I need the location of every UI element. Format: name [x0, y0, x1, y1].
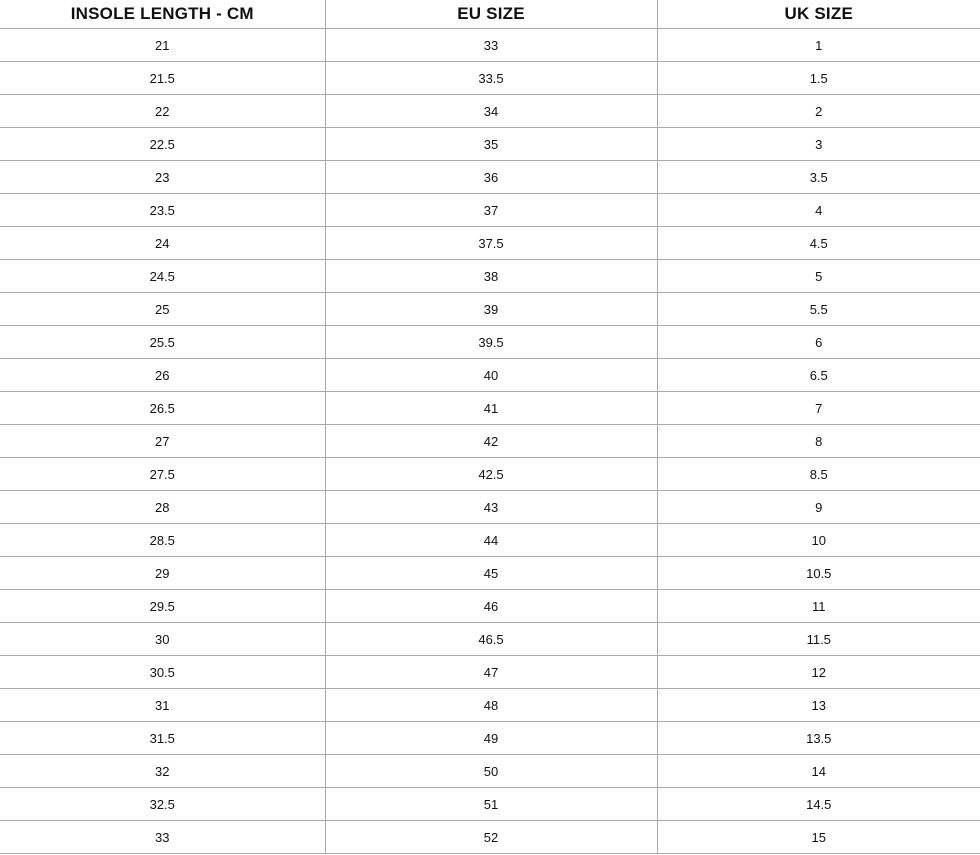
eu-size-cell: 40 [325, 359, 657, 392]
table-row [0, 491, 980, 524]
table-row [0, 227, 980, 260]
eu-size-cell: 38 [325, 260, 657, 293]
eu-size-cell: 37.5 [325, 227, 657, 260]
eu-size-cell: 42 [325, 425, 657, 458]
uk-size-cell: 13.5 [657, 722, 980, 755]
insole-length-cell: 31.5 [0, 722, 325, 755]
table-row [0, 95, 980, 128]
eu-size-cell: 44 [325, 524, 657, 557]
uk-size-cell: 13 [657, 689, 980, 722]
header-eu-size: EU SIZE [325, 0, 657, 29]
eu-size-cell: 39 [325, 293, 657, 326]
table-row [0, 524, 980, 557]
table-row [0, 689, 980, 722]
uk-size-cell: 10 [657, 524, 980, 557]
insole-length-cell: 32.5 [0, 788, 325, 821]
insole-length-cell: 30 [0, 623, 325, 656]
eu-size-cell: 39.5 [325, 326, 657, 359]
table-row [0, 425, 980, 458]
insole-length-cell: 22 [0, 95, 325, 128]
table-row [0, 458, 980, 491]
table-row [0, 392, 980, 425]
uk-size-cell: 14 [657, 755, 980, 788]
insole-length-cell: 22.5 [0, 128, 325, 161]
insole-length-cell: 23.5 [0, 194, 325, 227]
insole-length-cell: 29 [0, 557, 325, 590]
eu-size-cell: 49 [325, 722, 657, 755]
insole-length-cell: 27 [0, 425, 325, 458]
table-row [0, 62, 980, 95]
uk-size-cell: 10.5 [657, 557, 980, 590]
eu-size-cell: 42.5 [325, 458, 657, 491]
eu-size-cell: 33 [325, 29, 657, 62]
insole-length-cell: 24 [0, 227, 325, 260]
uk-size-cell: 7 [657, 392, 980, 425]
uk-size-cell: 4.5 [657, 227, 980, 260]
uk-size-cell: 1.5 [657, 62, 980, 95]
uk-size-cell: 4 [657, 194, 980, 227]
eu-size-cell: 46 [325, 590, 657, 623]
eu-size-cell: 33.5 [325, 62, 657, 95]
insole-length-cell: 28 [0, 491, 325, 524]
eu-size-cell: 45 [325, 557, 657, 590]
insole-length-cell: 21 [0, 29, 325, 62]
header-row [0, 0, 980, 29]
eu-size-cell: 51 [325, 788, 657, 821]
insole-length-cell: 27.5 [0, 458, 325, 491]
eu-size-cell: 50 [325, 755, 657, 788]
insole-length-cell: 29.5 [0, 590, 325, 623]
uk-size-cell: 15 [657, 821, 980, 854]
eu-size-cell: 48 [325, 689, 657, 722]
insole-length-cell: 32 [0, 755, 325, 788]
table-row [0, 29, 980, 62]
table-row [0, 557, 980, 590]
insole-length-cell: 24.5 [0, 260, 325, 293]
table-row [0, 260, 980, 293]
table-row [0, 293, 980, 326]
uk-size-cell: 6.5 [657, 359, 980, 392]
insole-length-cell: 26 [0, 359, 325, 392]
insole-length-cell: 26.5 [0, 392, 325, 425]
table-row [0, 755, 980, 788]
insole-length-cell: 25 [0, 293, 325, 326]
table-row [0, 623, 980, 656]
eu-size-cell: 41 [325, 392, 657, 425]
uk-size-cell: 3 [657, 128, 980, 161]
insole-length-cell: 33 [0, 821, 325, 854]
insole-length-cell: 28.5 [0, 524, 325, 557]
insole-length-cell: 21.5 [0, 62, 325, 95]
eu-size-cell: 34 [325, 95, 657, 128]
uk-size-cell: 2 [657, 95, 980, 128]
eu-size-cell: 46.5 [325, 623, 657, 656]
eu-size-cell: 35 [325, 128, 657, 161]
eu-size-cell: 52 [325, 821, 657, 854]
table-row [0, 788, 980, 821]
table-row [0, 128, 980, 161]
uk-size-cell: 5.5 [657, 293, 980, 326]
table-body [0, 29, 980, 854]
uk-size-cell: 8 [657, 425, 980, 458]
table-row [0, 656, 980, 689]
table-row [0, 722, 980, 755]
eu-size-cell: 37 [325, 194, 657, 227]
table-row [0, 359, 980, 392]
uk-size-cell: 3.5 [657, 161, 980, 194]
uk-size-cell: 9 [657, 491, 980, 524]
uk-size-cell: 1 [657, 29, 980, 62]
table-row [0, 821, 980, 854]
table-row [0, 194, 980, 227]
table-row [0, 326, 980, 359]
eu-size-cell: 36 [325, 161, 657, 194]
header-uk-size: UK SIZE [657, 0, 980, 29]
uk-size-cell: 8.5 [657, 458, 980, 491]
table-row [0, 161, 980, 194]
uk-size-cell: 12 [657, 656, 980, 689]
eu-size-cell: 43 [325, 491, 657, 524]
uk-size-cell: 6 [657, 326, 980, 359]
insole-length-cell: 23 [0, 161, 325, 194]
table-row [0, 590, 980, 623]
uk-size-cell: 11.5 [657, 623, 980, 656]
uk-size-cell: 14.5 [657, 788, 980, 821]
insole-length-cell: 30.5 [0, 656, 325, 689]
insole-length-cell: 25.5 [0, 326, 325, 359]
header-insole-length: INSOLE LENGTH - CM [0, 0, 325, 29]
uk-size-cell: 5 [657, 260, 980, 293]
eu-size-cell: 47 [325, 656, 657, 689]
insole-length-cell: 31 [0, 689, 325, 722]
uk-size-cell: 11 [657, 590, 980, 623]
table-header [0, 0, 980, 29]
